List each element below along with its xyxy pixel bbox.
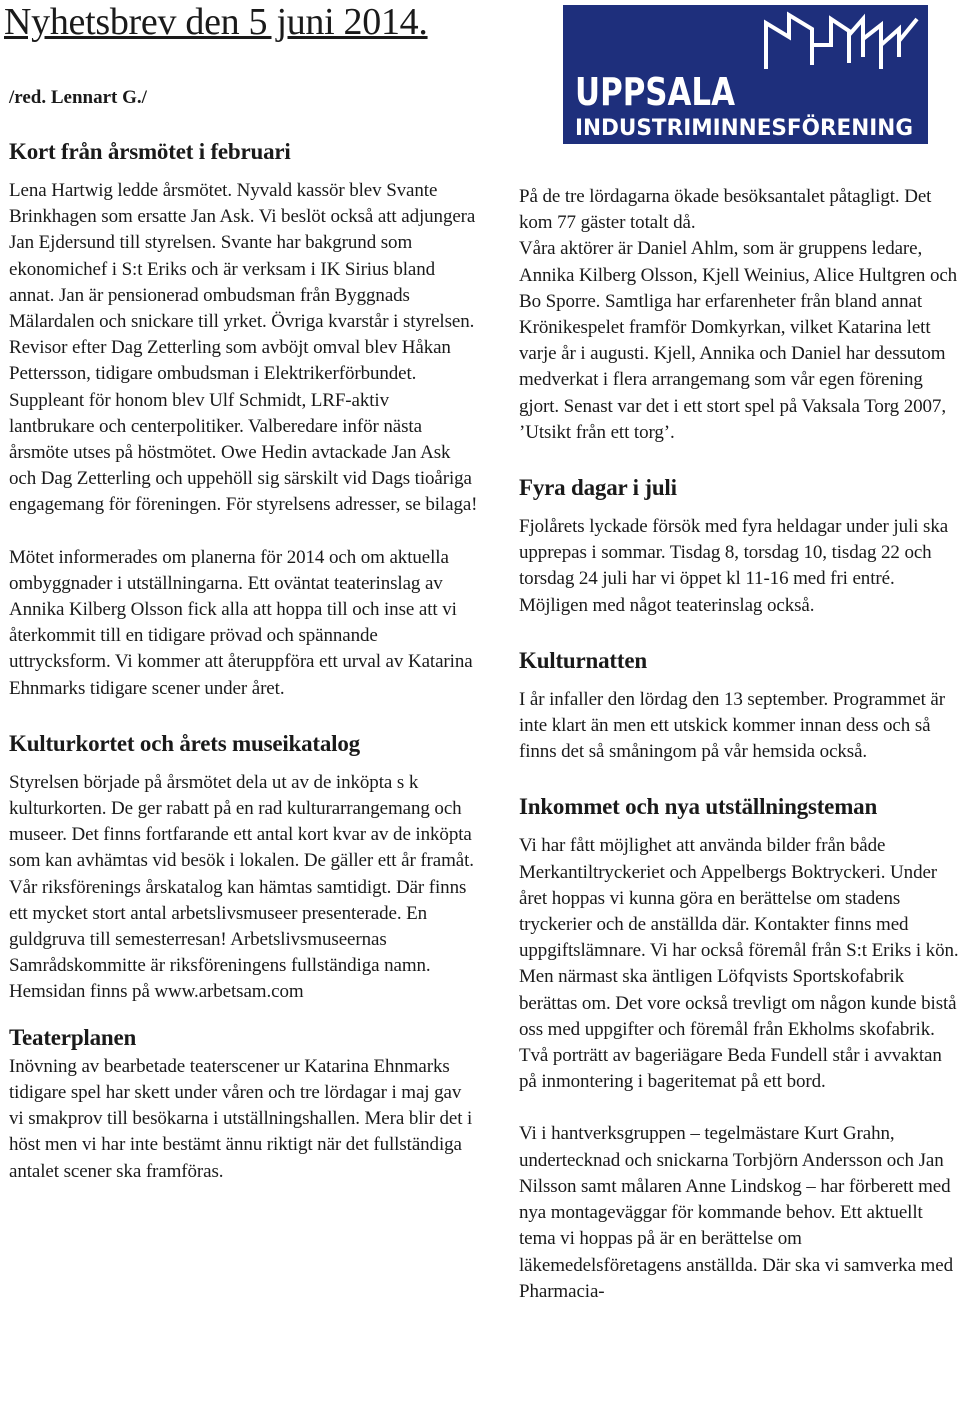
heading-teaterplanen: Teaterplanen xyxy=(9,1024,137,1050)
uppsala-industriminnesforening-logo xyxy=(563,5,928,144)
paragraph-inkommet-1: Vi har fått möjlighet att använda bilder från både Merkantiltryckeriet och Appelbergs Boktryckeri. Under året hoppas vi kunna göra en berättelse om stadens tryckerier och de anställda där. Kontakter finns med uppgiftslämnare. Vi har också föremål från S:t Eriks i kön. Men närmast ska äntligen Löfqvists Sportskofabrik berättas om. Det vore också trevligt om någon kunde bistå oss med uppgifter och föremål från Ekholms skofabrik. Två porträtt av bageriägare Beda Fundell står i avvaktan på inmontering i bageritemat på ett bord. xyxy=(519,835,959,1093)
paragraph-arsmotet-1: Lena Hartwig ledde årsmötet. Nyvald kassör blev Svante Brinkhagen som ersatte Jan Ask. Vi beslöt också att adjungera Jan Ejdersund till styrelsen. Svante har bakgrund som ekonomichef i S:t Eriks och är verksam i IK Sirius bland annat. Jan är pensionerad ombudsman från Byggnads Mälardalen och snickare till yrket. Övriga kvarstår i styrelsen. Revisor efter Dag Zetterling som avböjt omval blev Håkan Pettersson, tidigare ombudsman i Elektrikerförbundet. Suppleant för honom blev Ulf Schmidt, LRF-aktiv lantbrukare och centerpolitiker. Valberedare inför nästa årsmöte utses på höstmötet. Owe Hedin avtackade Jan Ask och Dag Zetterling och uppehöll sig särskilt vid Dags tioåriga engagemang för föreningen. För styrelsens adresser, se bilaga! xyxy=(9,180,478,516)
paragraph-teaterplanen: Inövning av bearbetade teaterscener ur Katarina Ehnmarks tidigare spel har skett under våren och tre lördagar i maj gav vi smakprov till besökarna i utställningshallen. Mera blir det i höst men vi har inte bestämt ännu riktigt när det fullständiga antalet scener ska framföras. xyxy=(9,1055,473,1182)
page-title: Nyhetsbrev den 5 juni 2014. xyxy=(4,1,428,43)
paragraph-fyra-dagar: Fjolårets lyckade försök med fyra heldagar under juli ska upprepas i sommar. Tisdag 8, torsdag 10, tisdag 22 och torsdag 24 juli har vi öppet kl 11-16 med fri entré. Möjligen med något teaterinslag också. xyxy=(519,516,949,616)
paragraph-intro-1: På de tre lördagarna ökade besöksantalet påtagligt. Det kom 77 gäster totalt då. xyxy=(519,186,932,234)
left-column xyxy=(9,136,479,1185)
heading-fyra-dagar: Fyra dagar i juli xyxy=(519,475,677,501)
paragraph-inkommet-2: Vi i hantverksgruppen – tegelmästare Kurt Grahn, undertecknad och snickarna Torbjörn Andersson och Jan Nilsson samt målaren Anne Lindskog – har förberett med nya montageväggar för kommande behov. Ett aktuellt tema vi hoppas på är en berättelse om läkemedelsföretagens anställda. Där ska vi samverka med Pharmacia- xyxy=(519,1123,953,1302)
logo-line1: UPPSALA xyxy=(575,70,736,114)
logo-line2: INDUSTRIMINNESFÖRENING xyxy=(575,116,921,141)
editor-signature: /red. Lennart G./ xyxy=(9,87,147,108)
heading-inkommet: Inkommet och nya utställningsteman xyxy=(519,794,878,820)
paragraph-intro-2: Våra aktörer är Daniel Ahlm, som är gruppens ledare, Annika Kilberg Olsson, Kjell Weinius, Alice Hultgren och Bo Sporre. Samtliga har erfarenheter från bland annat Krönikespelet framför Domkyrkan, vilket Katarina lett varje år i augusti. Kjell, Annika och Daniel har dessutom medverkat i flera arrangemang som vår egen förening gjort. Senast var det i ett stort spel på Vaksala Torg 2007, ’Utsikt från ett torg’. xyxy=(519,238,958,443)
paragraph-kulturkortet: Styrelsen började på årsmötet dela ut av de inköpta s k kulturkorten. De ger rabatt på en rad kulturarrangemang och museer. Det finns fortfarande ett antal kort kvar av de inköpta som kan avhämtas vid besök i lokalen. De gäller ett år framåt. Vår riksförenings årskatalog kan hämtas samtidigt. Där finns ett mycket stort antal arbetslivsmuseer presenterade. En guldgruva till semesterresan! Arbetslivsmuseernas Samrådskommitte är riksföreningens fullständiga namn. Hemsidan finns på www.arbetsam.com xyxy=(9,771,474,1003)
paragraph-arsmotet-2: Mötet informerades om planerna för 2014 och om aktuella ombyggnader i utställningarna. Ett oväntat teaterinslag av Annika Kilberg Olsson fick alla att hoppa till och inse att vi återkommit till en tidigare prövad och spännande uttrycksform. Vi kommer att återuppföra ett urval av Katarina Ehnmarks tidigare scener under året. xyxy=(9,546,473,699)
heading-kulturnatten: Kulturnatten xyxy=(519,647,647,673)
heading-kulturkortet: Kulturkortet och årets museikatalog xyxy=(9,730,360,756)
right-column xyxy=(519,184,959,1305)
logo-skyline-mark xyxy=(766,15,917,69)
heading-arsmotet: Kort från årsmötet i februari xyxy=(9,139,291,164)
paragraph-kulturnatten: I år infaller den lördag den 13 september. Programmet är inte klart än men ett utskick kommer innan dess och så finns det så småningom på vår hemsida också. xyxy=(519,688,945,763)
